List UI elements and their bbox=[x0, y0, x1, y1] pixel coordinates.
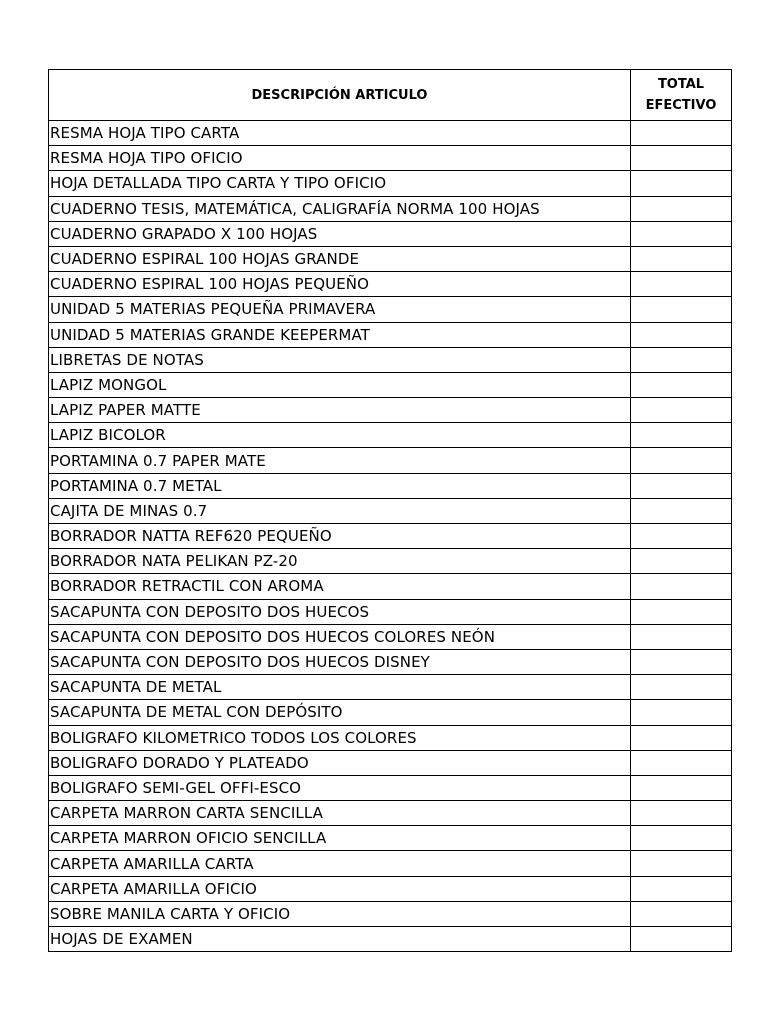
table-row bbox=[49, 700, 732, 725]
table-row bbox=[49, 498, 732, 523]
article-description-cell: SOBRE MANILA CARTA Y OFICIO bbox=[49, 901, 631, 926]
table-row bbox=[49, 851, 732, 876]
table-row bbox=[49, 876, 732, 901]
total-efectivo-cell[interactable] bbox=[631, 524, 732, 549]
total-header-line1: TOTAL bbox=[657, 77, 705, 92]
total-efectivo-cell[interactable] bbox=[631, 398, 732, 423]
table-row bbox=[49, 927, 732, 952]
total-efectivo-cell[interactable] bbox=[631, 372, 732, 397]
table-row bbox=[49, 473, 732, 498]
table-row bbox=[49, 272, 732, 297]
total-efectivo-cell[interactable] bbox=[631, 851, 732, 876]
description-column-header: DESCRIPCIÓN ARTICULO bbox=[49, 70, 631, 121]
table-row bbox=[49, 347, 732, 372]
article-description-cell: CARPETA MARRON OFICIO SENCILLA bbox=[49, 826, 631, 851]
total-efectivo-cell[interactable] bbox=[631, 700, 732, 725]
total-efectivo-cell[interactable] bbox=[631, 927, 732, 952]
table-row bbox=[49, 297, 732, 322]
table-row bbox=[49, 221, 732, 246]
total-efectivo-cell[interactable] bbox=[631, 423, 732, 448]
article-description-cell: CUADERNO ESPIRAL 100 HOJAS GRANDE bbox=[49, 246, 631, 271]
table-row bbox=[49, 549, 732, 574]
total-efectivo-cell[interactable] bbox=[631, 574, 732, 599]
table-row bbox=[49, 599, 732, 624]
total-efectivo-cell[interactable] bbox=[631, 221, 732, 246]
article-description-cell: RESMA HOJA TIPO CARTA bbox=[49, 121, 631, 146]
total-efectivo-cell[interactable] bbox=[631, 322, 732, 347]
article-description-cell: SACAPUNTA DE METAL CON DEPÓSITO bbox=[49, 700, 631, 725]
header-row bbox=[49, 70, 732, 121]
table-row bbox=[49, 121, 732, 146]
total-efectivo-cell[interactable] bbox=[631, 599, 732, 624]
total-efectivo-cell[interactable] bbox=[631, 498, 732, 523]
article-description-cell: LAPIZ MONGOL bbox=[49, 372, 631, 397]
article-description-cell: CUADERNO TESIS, MATEMÁTICA, CALIGRAFÍA NORMA 100 HOJAS bbox=[49, 196, 631, 221]
article-description-cell: SACAPUNTA DE METAL bbox=[49, 675, 631, 700]
total-header-line2: EFECTIVO bbox=[645, 98, 717, 113]
total-efectivo-cell[interactable] bbox=[631, 196, 732, 221]
table-row bbox=[49, 196, 732, 221]
total-efectivo-cell[interactable] bbox=[631, 624, 732, 649]
article-description-cell: RESMA HOJA TIPO OFICIO bbox=[49, 146, 631, 171]
table-row bbox=[49, 801, 732, 826]
table-row bbox=[49, 775, 732, 800]
total-efectivo-cell[interactable] bbox=[631, 246, 732, 271]
article-description-cell: CARPETA AMARILLA CARTA bbox=[49, 851, 631, 876]
table-row bbox=[49, 322, 732, 347]
total-efectivo-cell[interactable] bbox=[631, 750, 732, 775]
table-row bbox=[49, 901, 732, 926]
total-efectivo-cell[interactable] bbox=[631, 121, 732, 146]
article-description-cell: UNIDAD 5 MATERIAS PEQUEÑA PRIMAVERA bbox=[49, 297, 631, 322]
table-row bbox=[49, 423, 732, 448]
table-row bbox=[49, 649, 732, 674]
total-efectivo-cell[interactable] bbox=[631, 775, 732, 800]
total-efectivo-cell[interactable] bbox=[631, 171, 732, 196]
table-row bbox=[49, 574, 732, 599]
article-description-cell: LAPIZ BICOLOR bbox=[49, 423, 631, 448]
total-efectivo-cell[interactable] bbox=[631, 649, 732, 674]
table-row bbox=[49, 171, 732, 196]
table-row bbox=[49, 826, 732, 851]
article-description-cell: CARPETA MARRON CARTA SENCILLA bbox=[49, 801, 631, 826]
table-body bbox=[49, 121, 732, 952]
article-description-cell: CARPETA AMARILLA OFICIO bbox=[49, 876, 631, 901]
table-row bbox=[49, 448, 732, 473]
article-description-cell: BOLIGRAFO DORADO Y PLATEADO bbox=[49, 750, 631, 775]
article-description-cell: SACAPUNTA CON DEPOSITO DOS HUECOS bbox=[49, 599, 631, 624]
article-description-cell: SACAPUNTA CON DEPOSITO DOS HUECOS COLORES NEÓN bbox=[49, 624, 631, 649]
total-efectivo-cell[interactable] bbox=[631, 801, 732, 826]
table-row bbox=[49, 372, 732, 397]
article-description-cell: HOJA DETALLADA TIPO CARTA Y TIPO OFICIO bbox=[49, 171, 631, 196]
table-row bbox=[49, 246, 732, 271]
total-efectivo-cell[interactable] bbox=[631, 347, 732, 372]
article-description-cell: BORRADOR RETRACTIL CON AROMA bbox=[49, 574, 631, 599]
total-efectivo-cell[interactable] bbox=[631, 876, 732, 901]
article-description-cell: CUADERNO ESPIRAL 100 HOJAS PEQUEÑO bbox=[49, 272, 631, 297]
article-description-cell: LAPIZ PAPER MATTE bbox=[49, 398, 631, 423]
article-description-cell: BORRADOR NATTA REF620 PEQUEÑO bbox=[49, 524, 631, 549]
total-column-header bbox=[631, 70, 732, 121]
article-description-cell: BORRADOR NATA PELIKAN PZ-20 bbox=[49, 549, 631, 574]
total-efectivo-cell[interactable] bbox=[631, 272, 732, 297]
article-description-cell: CAJITA DE MINAS 0.7 bbox=[49, 498, 631, 523]
table-row bbox=[49, 675, 732, 700]
articles-table bbox=[48, 69, 732, 952]
total-efectivo-cell[interactable] bbox=[631, 473, 732, 498]
table-row bbox=[49, 398, 732, 423]
total-efectivo-cell[interactable] bbox=[631, 826, 732, 851]
article-description-cell: CUADERNO GRAPADO X 100 HOJAS bbox=[49, 221, 631, 246]
article-description-cell: UNIDAD 5 MATERIAS GRANDE KEEPERMAT bbox=[49, 322, 631, 347]
article-description-cell: SACAPUNTA CON DEPOSITO DOS HUECOS DISNEY bbox=[49, 649, 631, 674]
table-row bbox=[49, 146, 732, 171]
total-efectivo-cell[interactable] bbox=[631, 297, 732, 322]
table-row bbox=[49, 624, 732, 649]
table-row bbox=[49, 725, 732, 750]
article-description-cell: BOLIGRAFO KILOMETRICO TODOS LOS COLORES bbox=[49, 725, 631, 750]
article-description-cell: LIBRETAS DE NOTAS bbox=[49, 347, 631, 372]
total-efectivo-cell[interactable] bbox=[631, 146, 732, 171]
article-description-cell: BOLIGRAFO SEMI-GEL OFFI-ESCO bbox=[49, 775, 631, 800]
table-header bbox=[49, 70, 732, 121]
article-description-cell: HOJAS DE EXAMEN bbox=[49, 927, 631, 952]
total-efectivo-cell[interactable] bbox=[631, 725, 732, 750]
price-list-sheet bbox=[48, 69, 731, 952]
total-efectivo-cell[interactable] bbox=[631, 549, 732, 574]
table-row bbox=[49, 750, 732, 775]
article-description-cell: PORTAMINA 0.7 METAL bbox=[49, 473, 631, 498]
table-row bbox=[49, 524, 732, 549]
total-efectivo-cell[interactable] bbox=[631, 448, 732, 473]
article-description-cell: PORTAMINA 0.7 PAPER MATE bbox=[49, 448, 631, 473]
total-efectivo-cell[interactable] bbox=[631, 675, 732, 700]
total-efectivo-cell[interactable] bbox=[631, 901, 732, 926]
